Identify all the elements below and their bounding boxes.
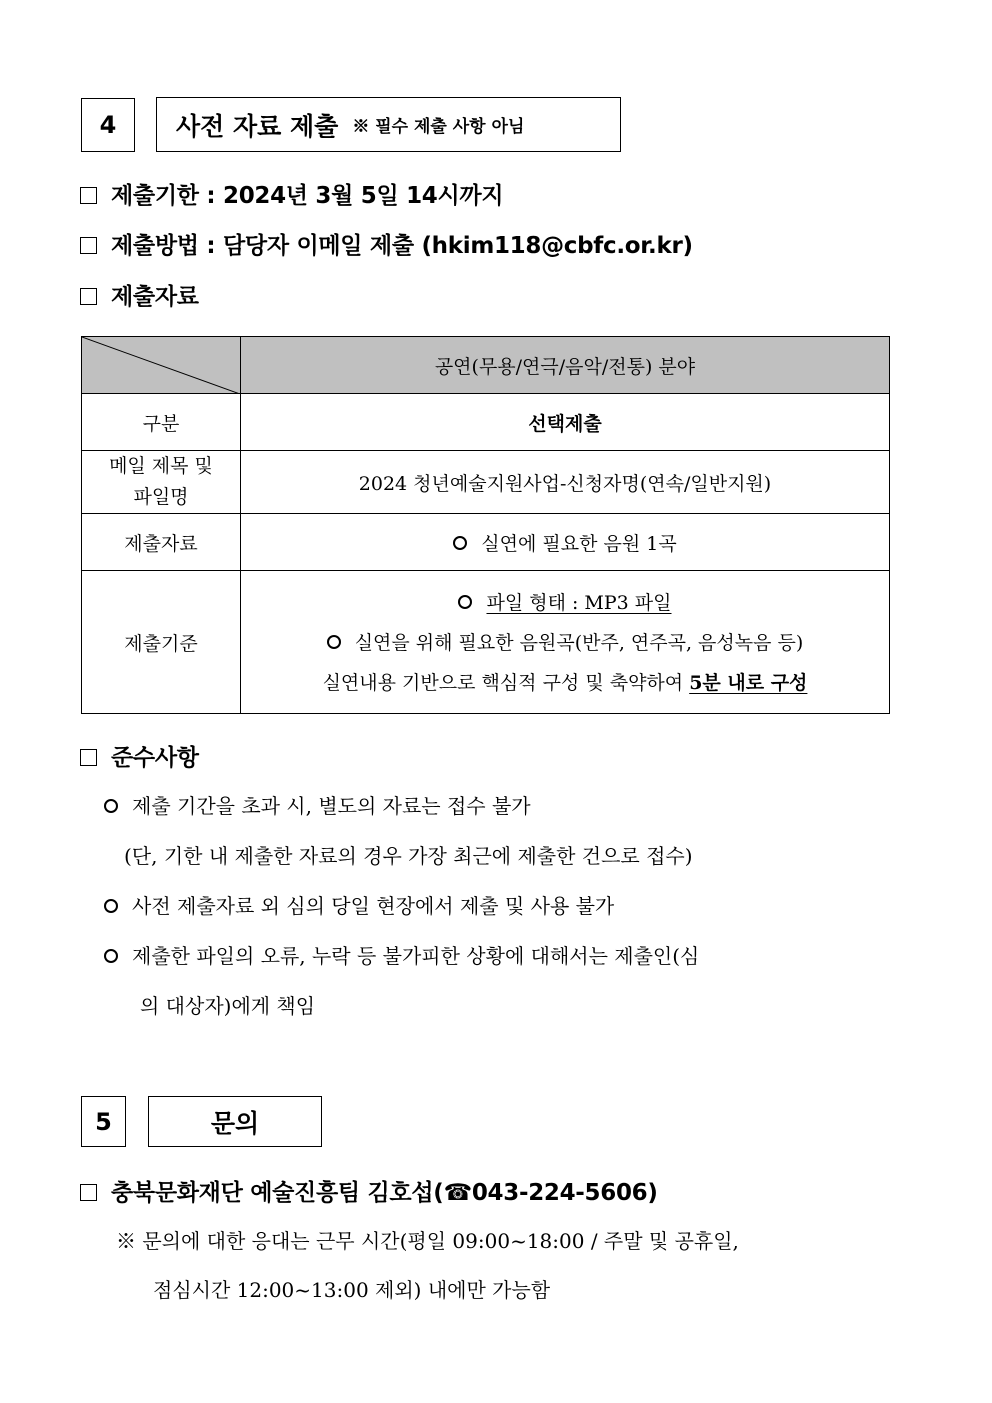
field-header-cell [241, 337, 890, 394]
method-line: 제출방법 : 담당자 이메일 제출 (hkim118@cbfc.or.kr) [80, 227, 693, 260]
compliance-item-sub: (단, 기한 내 제출한 자료의 경우 가장 최근에 제출한 건으로 접수) [124, 844, 693, 868]
section-number-box [81, 1096, 126, 1147]
section-title-box [148, 1096, 322, 1147]
submission-table [81, 336, 890, 714]
section-title-box [156, 97, 621, 152]
checkbox-square-icon [80, 749, 97, 766]
section-number: 4 [99, 111, 117, 139]
circle-bullet-icon [458, 595, 472, 609]
section-title: 문의 [210, 1108, 260, 1138]
circle-bullet-icon [104, 949, 118, 963]
materials-heading: 제출자료 [80, 278, 199, 311]
row-value: 실연에 필요한 음원 1곡 [241, 514, 890, 571]
checkbox-square-icon [80, 237, 97, 254]
deadline-line: 제출기한 : 2024년 3월 5일 14시까지 [80, 177, 503, 210]
diagonal-line [82, 337, 240, 394]
checkbox-square-icon [80, 1184, 97, 1201]
row-label: 구분 [82, 394, 241, 451]
circle-bullet-icon [327, 635, 341, 649]
section-title: 사전 자료 제출 [176, 111, 339, 141]
compliance-item: 사전 제출자료 외 심의 당일 현장에서 제출 및 사용 불가 [104, 890, 614, 919]
section-note: ※ 필수 제출 사항 아님 [352, 117, 525, 137]
compliance-item: 제출 기간을 초과 시, 별도의 자료는 접수 불가 [104, 790, 531, 819]
circle-bullet-icon [104, 899, 118, 913]
row-label: 제출기준 [82, 571, 241, 714]
checkbox-square-icon [80, 288, 97, 305]
row-value: 2024 청년예술지원사업-신청자명(연속/일반지원) [241, 451, 890, 514]
phone-icon: ☎ [443, 1180, 472, 1206]
compliance-heading: 준수사항 [80, 739, 199, 772]
field-header: 공연(무용/연극/음악/전통) 분야 [434, 355, 696, 378]
diagonal-corner-cell [82, 337, 241, 394]
contact-note-cont: 점심시간 12:00~13:00 제외) 내에만 가능함 [153, 1278, 551, 1302]
section-number: 5 [95, 1107, 112, 1136]
circle-bullet-icon [104, 799, 118, 813]
row-label: 메일 제목 및 파일명 [82, 451, 241, 514]
circle-bullet-icon [453, 536, 467, 550]
compliance-item: 제출한 파일의 오류, 누락 등 불가피한 상황에 대해서는 제출인(심 [104, 940, 699, 969]
contact-line: 충북문화재단 예술진흥팀 김호섭(☎043-224-5606) [80, 1174, 658, 1207]
checkbox-square-icon [80, 187, 97, 204]
row-value: 선택제출 [241, 394, 890, 451]
compliance-item-cont: 의 대상자)에게 책임 [140, 994, 316, 1018]
row-value: 파일 형태 : MP3 파일 실연을 위해 필요한 음원곡(반주, 연주곡, 음성녹음 등) 실연내용 기반으로 핵심적 구성 및 축약하여 5분 내로 구성 [241, 571, 890, 714]
contact-note: ※ 문의에 대한 응대는 근무 시간(평일 09:00~18:00 / 주말 및 공휴일, [116, 1229, 739, 1253]
section-number-box [81, 98, 135, 152]
row-label: 제출자료 [82, 514, 241, 571]
